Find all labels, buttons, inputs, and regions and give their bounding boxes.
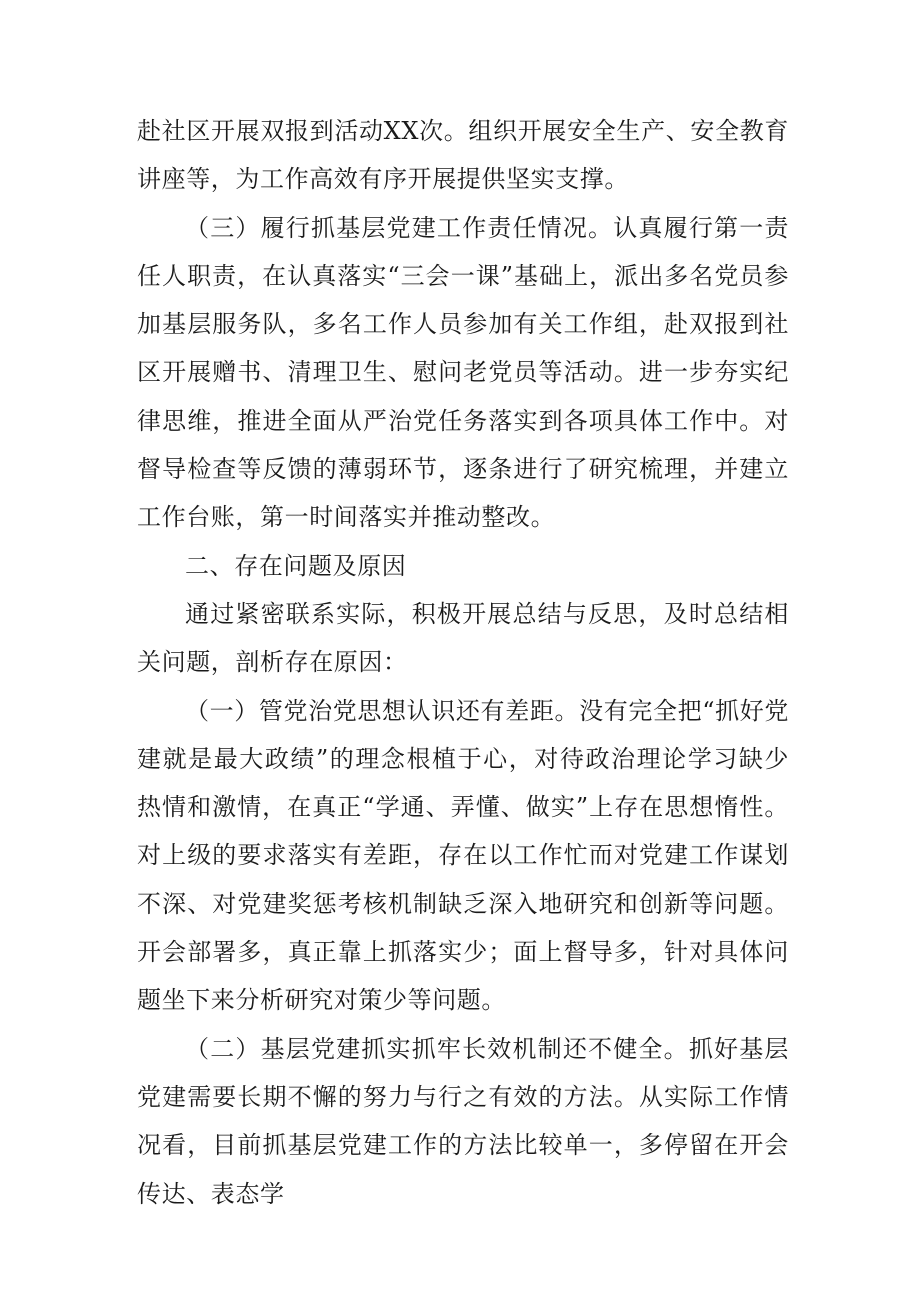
paragraph-section-three: （三）履行抓基层党建工作责任情况。认真履行第一责任人职责，在认真落实“三会一课”基础上，派出多名党员参加基层服务队，多名工作人员参加有关工作组，赴双报到社区开展赠书、清理卫生、慰问老党员等活动。进一步夯实纪律思维，推进全面从严治党任务落实到各项具体工作中。对督导检查等反馈的薄弱环节，逐条进行了研究梳理，并建立工作台账，第一时间落实并推动整改。 — [137, 213, 789, 532]
paragraph-intro: 通过紧密联系实际，积极开展总结与反思，及时总结相关问题，剖析存在原因： — [137, 599, 789, 677]
paragraph-continuation: 赴社区开展双报到活动XX次。组织开展安全生产、安全教育讲座等，为工作高效有序开展提供坚实支撑。 — [137, 117, 789, 194]
heading-problems-and-causes: 二、存在问题及原因 — [185, 551, 407, 580]
paragraph-problem-two: （二）基层党建抓实抓牢长效机制还不健全。抓好基层党建需要长期不懈的努力与行之有效的方法。从实际工作情况看，目前抓基层党建工作的方法比较单一，多停留在开会传达、表态学 — [137, 1034, 789, 1208]
document-body — [137, 107, 789, 1218]
paragraph-problem-one: （一）管党治党思想认识还有差距。没有完全把“抓好党建就是最大政绩”的理念根植于心，对待政治理论学习缺少热情和激情，在真正“学通、弄懂、做实”上存在思想惰性。对上级的要求落实有差距，存在以工作忙而对党建工作谋划不深、对党建奖惩考核机制缺乏深入地研究和创新等问题。开会部署多，真正靠上抓落实少；面上督导多，针对具体问题坐下来分析研究对策少等问题。 — [137, 696, 789, 1015]
